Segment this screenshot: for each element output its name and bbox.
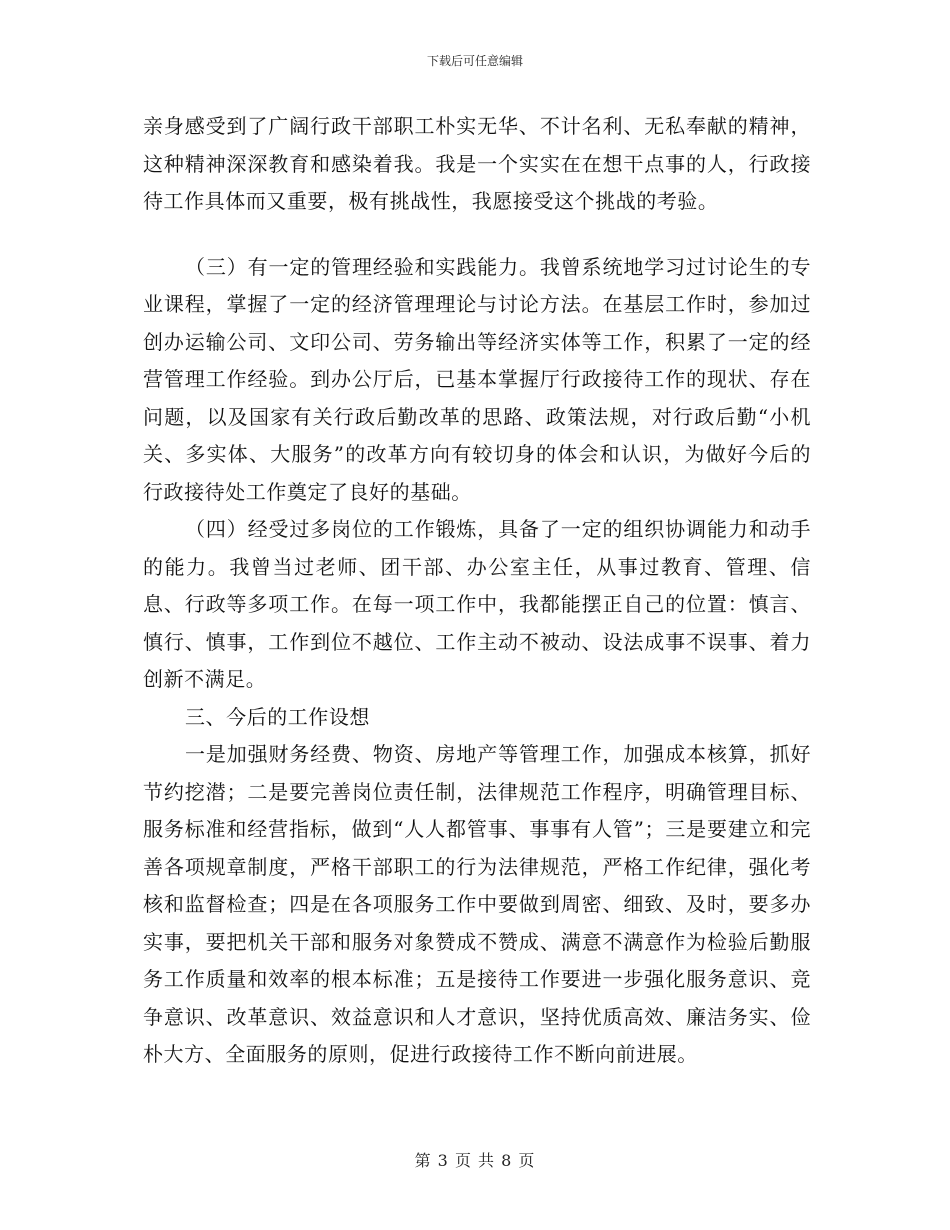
page-number-footer: 第 3 页 共 8 页 (414, 1151, 536, 1170)
paragraph-section-three: （三）有一定的管理经验和实践能力。我曾系统地学习过讨论生的专业课程，掌握了一定的经济管理理论与讨论方法。在基层工作时，参加过创办运输公司、文印公司、劳务输出等经济实体等工作，积累了一定的经营管理工作经验。到办公厅后，已基本掌握厅行政接待工作的现状、存在问题，以及国家有关行政后勤改革的思路、政策法规，对行政后勤“小机关、多实体、大服务”的改革方向有较切身的体会和认识，为做好今后的行政接待处工作奠定了良好的基础。 (143, 254, 811, 504)
page-header: 下载后可任意编辑 (426, 54, 523, 68)
paragraph-section-four: （四）经受过多岗位的工作锻炼，具备了一定的组织协调能力和动手的能力。我曾当过老师、团干部、办公室主任，从事过教育、管理、信息、行政等多项工作。在每一项工作中，我都能摆正自己的位置：慎言、慎行、慎事，工作到位不越位、工作主动不被动、设法成事不误事、着力创新不满足。 (143, 517, 811, 691)
document-body (143, 108, 811, 1074)
section-heading-future-plans: 三、今后的工作设想 (185, 704, 370, 729)
paragraph-future-plans: 一是加强财务经费、物资、房地产等管理工作，加强成本核算，抓好节约挖潜；二是要完善岗位责任制，法律规范工作程序，明确管理目标、服务标准和经营指标，做到“人人都管事、事事有人管”；三是要建立和完善各项规章制度，严格干部职工的行为法律规范，严格工作纪律，强化考核和监督检查；四是在各项服务工作中要做到周密、细致、及时，要多办实事，要把机关干部和服务对象赞成不赞成、满意不满意作为检验后勤服务工作质量和效率的根本标准；五是接待工作要进一步强化服务意识、竞争意识、改革意识、效益意识和人才意识，坚持优质高效、廉洁务实、俭朴大方、全面服务的原则，促进行政接待工作不断向前进展。 (143, 742, 811, 1066)
paragraph-continued: 亲身感受到了广阔行政干部职工朴实无华、不计名利、无私奉献的精神，这种精神深深教育和感染着我。我是一个实实在在想干点事的人，行政接待工作具体而又重要，极有挑战性，我愿接受这个挑战的考验。 (143, 114, 811, 213)
